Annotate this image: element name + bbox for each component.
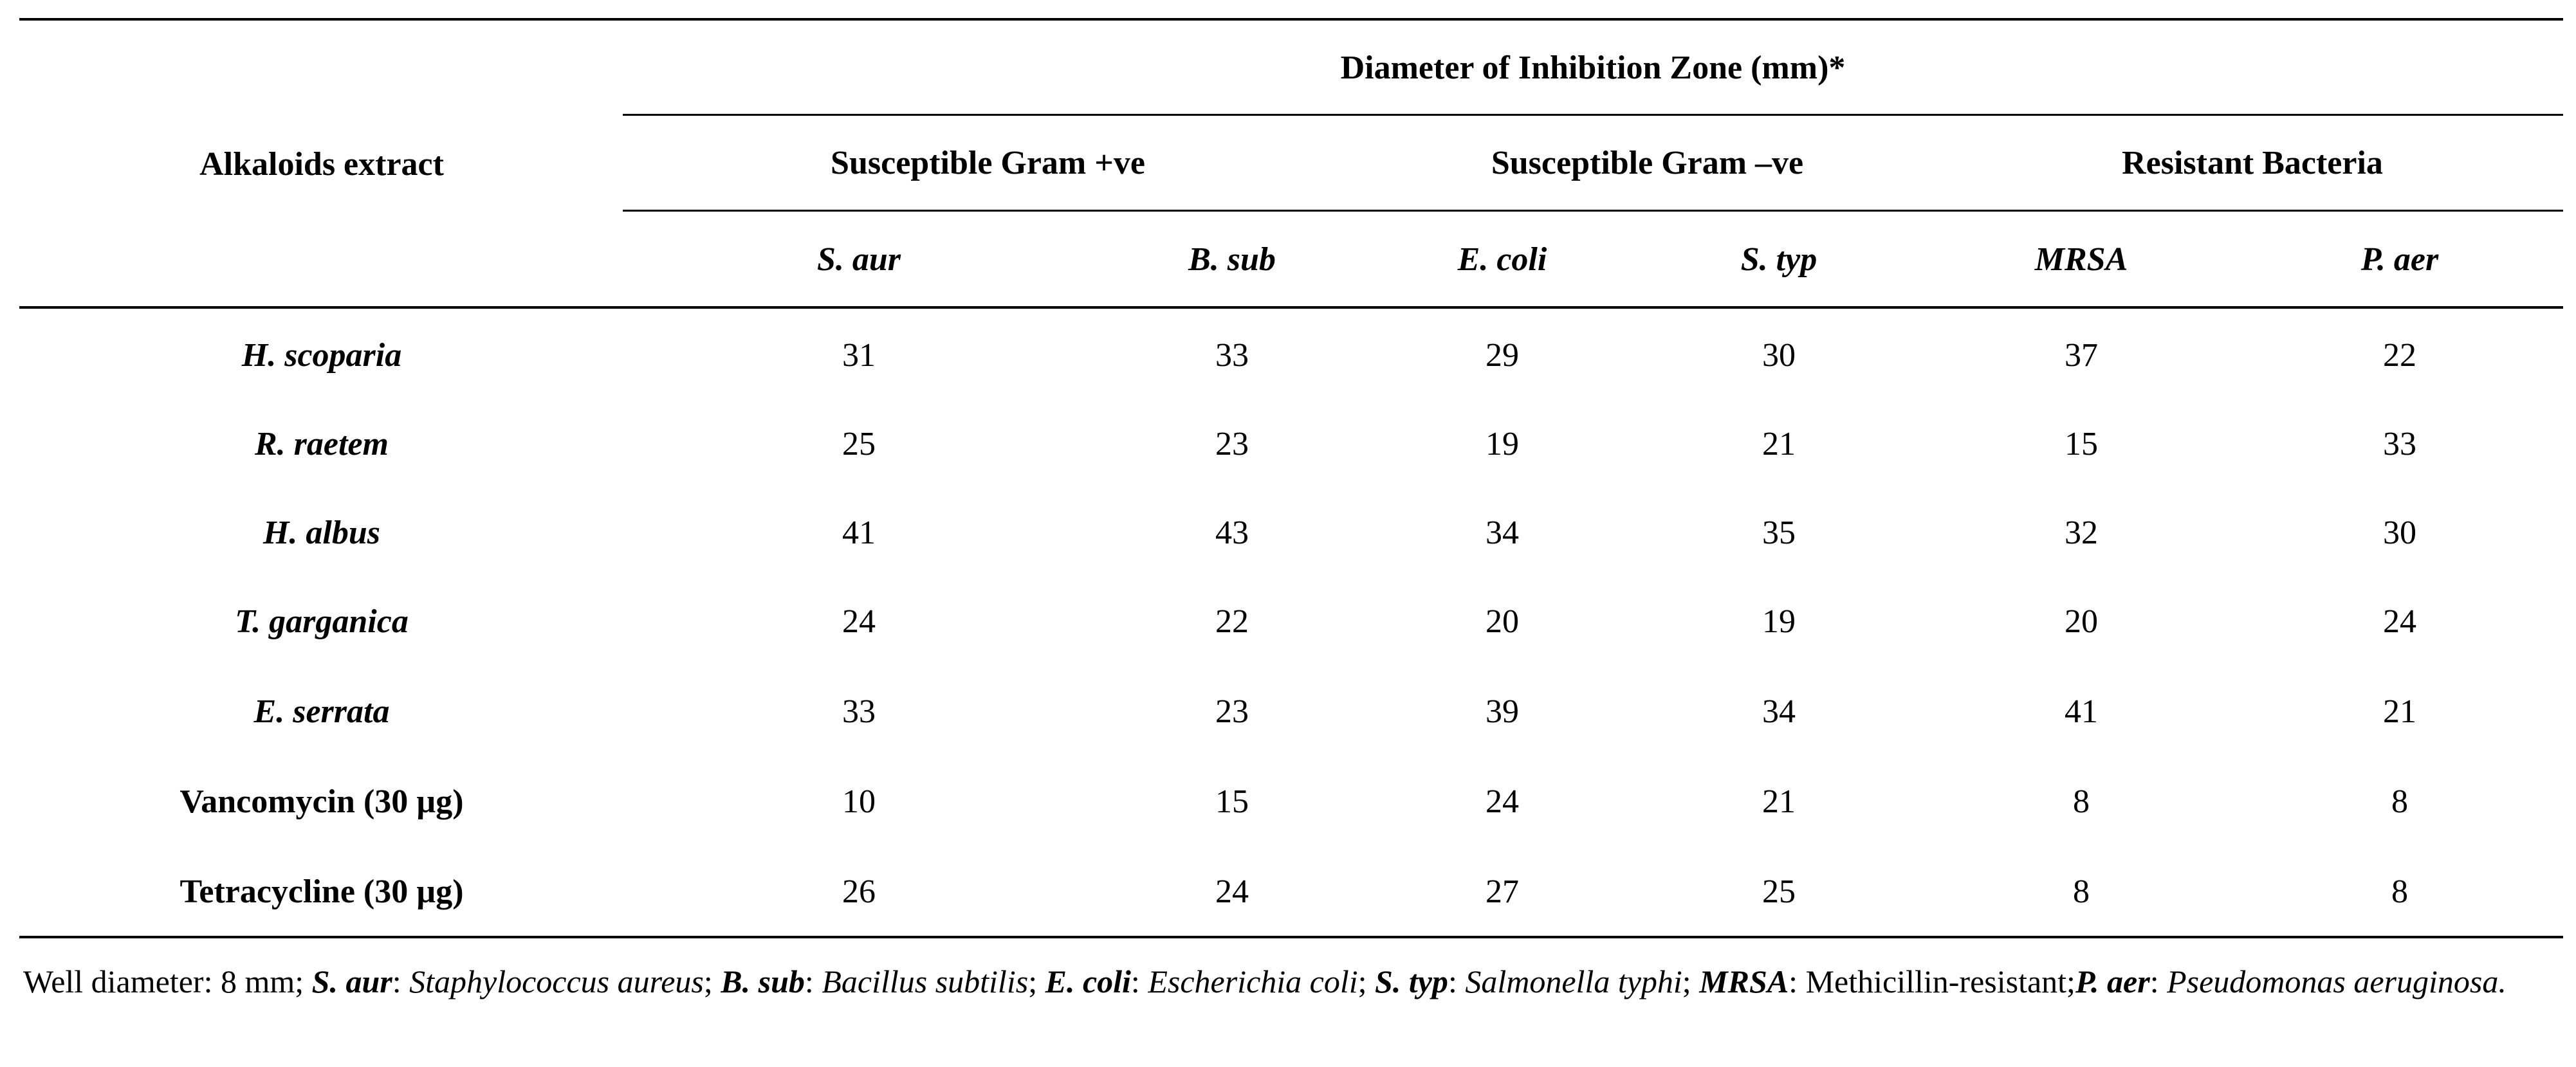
footnote-delimiter: ; [703,963,721,999]
row-header-label: Alkaloids extract [199,145,444,183]
footnote-separator: : [1789,963,1806,999]
footnote-items [312,963,2507,999]
table-cell: 27 [1486,873,1519,910]
table-cell: 21 [1762,425,1796,462]
table-footnote [23,957,2564,1006]
table-cell: 21 [2383,693,2416,730]
table-cell: 33 [842,693,876,730]
table-cell: 21 [1762,783,1796,820]
table-cell: 41 [842,514,876,551]
footnote-full-name: Pseudomonas aeruginosa. [2167,963,2507,999]
column-header: S. aur [816,241,901,278]
column-header: MRSA [2034,241,2128,278]
footnote-abbreviation: P. aer [2075,963,2150,999]
footnote-full-name: Staphylococcus aureus [409,963,704,999]
table-cell: 32 [2065,514,2098,551]
table-cell: 43 [1215,514,1249,551]
footnote-delimiter: ; [1028,963,1045,999]
table-cell: 23 [1215,693,1249,730]
table-cell: 15 [2065,425,2098,462]
row-label: T. garganica [235,603,409,640]
footnote-full-name: Escherichia coli [1148,963,1358,999]
footnote-separator: : [1448,963,1466,999]
footnote-delimiter: ; [2066,963,2075,999]
table-cell: 8 [2391,783,2408,820]
column-header: B. sub [1188,241,1276,278]
row-label: E. serrata [253,693,390,730]
table-cell: 24 [1486,783,1519,820]
table-cell: 24 [842,603,876,640]
table-cell: 34 [1762,693,1796,730]
footnote-delimiter: ; [1357,963,1375,999]
table-cell: 22 [1215,603,1249,640]
footnote-abbreviation: MRSA [1699,963,1789,999]
table-cell: 15 [1215,783,1249,820]
footnote-delimiter: ; [1682,963,1700,999]
table-cell: 19 [1486,425,1519,462]
table-cell: 30 [1762,336,1796,374]
table-cell: 34 [1486,514,1519,551]
row-label: Tetracycline (30 µg) [179,873,464,910]
column-header: S. typ [1740,241,1817,278]
footnote-separator: : [1130,963,1148,999]
table-cell: 37 [2065,336,2098,374]
table-cell: 8 [2073,783,2090,820]
row-label: Vancomycin (30 µg) [179,783,464,820]
table-cell: 20 [1486,603,1519,640]
group-header-rule [623,210,2563,212]
footnote-full-name: Methicillin-resistant [1805,963,2067,999]
table-cell: 25 [842,425,876,462]
column-header: E. coli [1457,241,1547,278]
footnote-separator: : [392,963,410,999]
footnote-abbreviation: B. sub [721,963,805,999]
footnote-full-name: Bacillus subtilis [822,963,1029,999]
row-label: R. raetem [255,425,389,462]
footnote-abbreviation: S. typ [1375,963,1448,999]
table-bottom-rule [19,936,2563,938]
footnote-abbreviation: E. coli [1045,963,1131,999]
table-cell: 31 [842,336,876,374]
table-cell: 33 [2383,425,2416,462]
table-cell: 25 [1762,873,1796,910]
header-bottom-rule [19,306,2563,309]
footnote-abbreviation: S. aur [311,963,392,999]
footnote-separator: : [804,963,822,999]
table-cell: 30 [2383,514,2416,551]
table-cell: 20 [2065,603,2098,640]
table-cell: 35 [1762,514,1796,551]
table-cell: 23 [1215,425,1249,462]
table-cell: 10 [842,783,876,820]
table-cell: 8 [2073,873,2090,910]
table-cell: 41 [2065,693,2098,730]
table-cell: 33 [1215,336,1249,374]
table-cell: 24 [2383,603,2416,640]
table-cell: 26 [842,873,876,910]
row-label: H. albus [262,514,381,551]
table-cell: 24 [1215,873,1249,910]
group-header-gram-positive: Susceptible Gram +ve [831,144,1145,181]
table-cell: 19 [1762,603,1796,640]
table-cell: 39 [1486,693,1519,730]
table-cell: 22 [2383,336,2416,374]
footnote-full-name: Salmonella typhi [1465,963,1682,999]
table-cell: 8 [2391,873,2408,910]
footnote-separator: : [2149,963,2167,999]
row-label: H. scoparia [241,336,402,374]
column-header: P. aer [2360,241,2439,278]
group-header-resistant: Resistant Bacteria [2122,144,2383,181]
footnote-prefix: Well diameter: 8 mm; [23,963,312,999]
group-header-gram-negative: Susceptible Gram –ve [1491,144,1804,181]
super-header-label: Diameter of Inhibition Zone (mm)* [1340,49,1846,86]
table-cell: 29 [1486,336,1519,374]
